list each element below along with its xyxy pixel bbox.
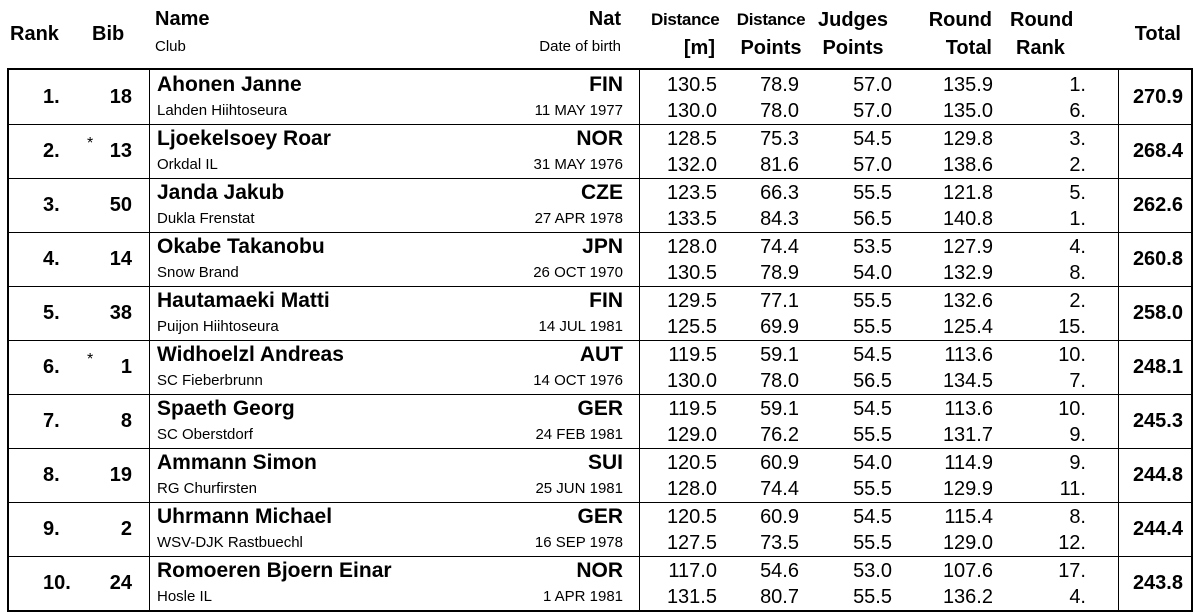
date-of-birth: 25 JUN 1981 (535, 480, 623, 497)
header-distance-points-line2: Points (740, 37, 802, 59)
round2-distance-points: 78.9 (760, 262, 799, 284)
round1-distance: 128.0 (666, 236, 717, 258)
rank-cell: 2. (43, 140, 60, 162)
round2-distance-points: 76.2 (760, 424, 799, 446)
total-points: 268.4 (1132, 140, 1183, 162)
header-round-total-line2: Total (945, 37, 992, 59)
round1-judges-points: 53.5 (853, 236, 892, 258)
header-round-rank-line1: Round (1010, 9, 1074, 31)
round1-round-total: 121.8 (942, 182, 993, 204)
round1-distance-points: 66.3 (760, 182, 799, 204)
nation-code: NOR (576, 127, 623, 150)
date-of-birth: 11 MAY 1977 (534, 102, 623, 119)
round1-round-rank: 2. (1069, 290, 1086, 312)
table-row (9, 70, 1191, 125)
round1-distance: 129.5 (666, 290, 717, 312)
round1-judges-points: 54.5 (853, 128, 892, 150)
club-name: WSV-DJK Rastbuechl (157, 534, 303, 551)
bib-cell: 24 (109, 572, 132, 594)
round1-distance-points: 74.4 (760, 236, 799, 258)
round2-round-rank: 15. (1058, 316, 1086, 338)
round1-distance-points: 60.9 (760, 452, 799, 474)
round1-judges-points: 54.5 (853, 506, 892, 528)
round1-distance-points: 77.1 (760, 290, 799, 312)
table-row (9, 178, 1191, 233)
club-name: Puijon Hiihtoseura (157, 318, 279, 335)
athlete-name: Romoeren Bjoern Einar (157, 559, 392, 582)
round1-distance-points: 75.3 (760, 128, 799, 150)
rank-cell: 4. (43, 248, 60, 270)
round2-distance-points: 69.9 (760, 316, 799, 338)
round2-judges-points: 56.5 (853, 370, 892, 392)
bib-cell: 38 (109, 302, 132, 324)
round1-distance-points: 54.6 (760, 560, 799, 582)
total-points: 248.1 (1132, 356, 1183, 378)
date-of-birth: 14 OCT 1976 (533, 372, 623, 389)
bib-cell: 50 (109, 194, 132, 216)
round2-round-rank: 4. (1069, 586, 1086, 608)
results-table (7, 68, 1193, 612)
round1-distance: 120.5 (666, 506, 717, 528)
round2-distance: 129.0 (666, 424, 717, 446)
round1-distance: 130.5 (666, 74, 717, 96)
round1-judges-points: 57.0 (853, 74, 892, 96)
table-row (9, 502, 1191, 557)
round1-round-total: 113.6 (944, 398, 993, 420)
table-row (9, 124, 1191, 179)
round1-round-rank: 17. (1058, 560, 1086, 582)
round2-round-total: 135.0 (942, 100, 993, 122)
header-club: Club (155, 38, 186, 55)
rank-cell: 1. (43, 86, 60, 108)
total-points: 258.0 (1132, 302, 1183, 324)
rank-cell: 3. (43, 194, 60, 216)
round2-judges-points: 55.5 (853, 586, 892, 608)
athlete-name: Okabe Takanobu (157, 235, 325, 258)
round2-distance-points: 74.4 (760, 478, 799, 500)
nation-code: JPN (582, 235, 623, 258)
table-header (0, 0, 1200, 64)
date-of-birth: 26 OCT 1970 (533, 264, 623, 281)
round1-round-total: 114.9 (944, 452, 993, 474)
table-row (9, 286, 1191, 341)
nation-code: CZE (581, 181, 623, 204)
round2-distance-points: 78.0 (760, 370, 799, 392)
date-of-birth: 27 APR 1978 (534, 210, 623, 227)
round2-round-rank: 11. (1059, 478, 1086, 500)
round2-distance: 130.0 (666, 370, 717, 392)
round2-round-rank: 7. (1069, 370, 1086, 392)
club-name: Snow Brand (157, 264, 239, 281)
round2-judges-points: 57.0 (853, 154, 892, 176)
club-name: SC Fieberbrunn (157, 372, 263, 389)
athlete-name: Ljoekelsoey Roar (157, 127, 331, 150)
rank-cell: 7. (43, 410, 60, 432)
round1-distance: 120.5 (666, 452, 717, 474)
round1-distance-points: 60.9 (760, 506, 799, 528)
round2-distance-points: 80.7 (760, 586, 799, 608)
round1-round-rank: 9. (1069, 452, 1086, 474)
club-name: SC Oberstdorf (157, 426, 253, 443)
table-row (9, 232, 1191, 287)
total-points: 270.9 (1132, 86, 1183, 108)
round2-judges-points: 55.5 (853, 424, 892, 446)
round2-round-rank: 9. (1069, 424, 1086, 446)
header-round-total-line1: Round (928, 9, 992, 31)
round2-judges-points: 57.0 (853, 100, 892, 122)
athlete-name: Widhoelzl Andreas (157, 343, 344, 366)
round2-judges-points: 56.5 (853, 208, 892, 230)
nation-code: GER (577, 397, 623, 420)
table-row (9, 340, 1191, 395)
bib-cell: 1 (120, 356, 132, 378)
athlete-name: Janda Jakub (157, 181, 285, 204)
round1-distance-points: 59.1 (760, 398, 799, 420)
athlete-name: Ammann Simon (157, 451, 317, 474)
round1-judges-points: 55.5 (853, 290, 892, 312)
round2-judges-points: 55.5 (853, 478, 892, 500)
round1-round-rank: 5. (1069, 182, 1086, 204)
round1-round-total: 107.6 (942, 560, 993, 582)
total-points: 244.8 (1132, 464, 1183, 486)
round1-judges-points: 53.0 (853, 560, 892, 582)
round2-distance-points: 84.3 (760, 208, 799, 230)
round2-judges-points: 55.5 (853, 316, 892, 338)
nation-code: FIN (589, 73, 623, 96)
round2-round-total: 129.9 (942, 478, 993, 500)
round2-distance: 130.5 (666, 262, 717, 284)
header-judges-points-line1: Judges (817, 9, 889, 31)
round2-round-total: 132.9 (942, 262, 993, 284)
rank-cell: 10. (43, 572, 71, 594)
star-marker: * (87, 135, 94, 152)
date-of-birth: 31 MAY 1976 (533, 156, 623, 173)
star-marker: * (87, 351, 94, 368)
header-nat: Nat (588, 8, 621, 30)
round1-round-total: 127.9 (942, 236, 993, 258)
round2-distance: 132.0 (666, 154, 717, 176)
round2-round-total: 134.5 (942, 370, 993, 392)
bib-cell: 14 (109, 248, 132, 270)
round1-judges-points: 54.5 (853, 398, 892, 420)
header-distance-unit: [m] (683, 37, 715, 59)
athlete-name: Ahonen Janne (157, 73, 302, 96)
round2-judges-points: 55.5 (853, 532, 892, 554)
club-name: RG Churfirsten (157, 480, 258, 497)
club-name: Dukla Frenstat (157, 210, 255, 227)
round2-round-rank: 12. (1058, 532, 1086, 554)
round2-distance-points: 73.5 (760, 532, 799, 554)
rank-cell: 5. (43, 302, 60, 324)
round1-round-rank: 4. (1069, 236, 1086, 258)
bib-cell: 8 (120, 410, 132, 432)
round2-distance-points: 81.6 (760, 154, 799, 176)
rank-cell: 8. (43, 464, 60, 486)
header-round-rank-line2: Rank (1016, 37, 1065, 59)
round2-judges-points: 54.0 (853, 262, 892, 284)
header-name: Name (155, 8, 210, 30)
nation-code: NOR (576, 559, 623, 582)
athlete-name: Spaeth Georg (157, 397, 295, 420)
header-total: Total (1134, 23, 1181, 45)
round1-round-rank: 10. (1058, 398, 1086, 420)
header-rank: Rank (10, 23, 59, 45)
round2-round-rank: 8. (1069, 262, 1086, 284)
athlete-name: Uhrmann Michael (157, 505, 333, 528)
bib-cell: 2 (120, 518, 132, 540)
round1-distance: 119.5 (668, 344, 717, 366)
nation-code: FIN (589, 289, 623, 312)
table-row (9, 394, 1191, 449)
round1-round-total: 135.9 (942, 74, 993, 96)
round1-distance: 123.5 (666, 182, 717, 204)
round2-round-total: 131.7 (942, 424, 993, 446)
date-of-birth: 14 JUL 1981 (538, 318, 623, 335)
round2-round-total: 140.8 (942, 208, 993, 230)
round1-distance-points: 59.1 (760, 344, 799, 366)
round2-round-total: 138.6 (942, 154, 993, 176)
rank-cell: 6. (43, 356, 60, 378)
athlete-name: Hautamaeki Matti (157, 289, 330, 312)
bib-cell: 19 (109, 464, 132, 486)
date-of-birth: 24 FEB 1981 (535, 426, 623, 443)
round1-distance: 128.5 (666, 128, 717, 150)
round2-distance: 125.5 (666, 316, 717, 338)
nation-code: AUT (579, 343, 623, 366)
round1-round-total: 113.6 (944, 344, 993, 366)
total-points: 244.4 (1132, 518, 1183, 540)
round1-round-total: 129.8 (942, 128, 993, 150)
round1-distance-points: 78.9 (760, 74, 799, 96)
date-of-birth: 16 SEP 1978 (534, 534, 623, 551)
round1-judges-points: 54.0 (853, 452, 892, 474)
round1-distance: 119.5 (668, 398, 717, 420)
round1-round-total: 115.4 (944, 506, 993, 528)
round2-round-rank: 2. (1069, 154, 1086, 176)
total-points: 243.8 (1132, 572, 1183, 594)
header-judges-points-line2: Points (822, 37, 884, 59)
round1-round-rank: 3. (1069, 128, 1086, 150)
club-name: Lahden Hiihtoseura (157, 102, 288, 119)
round2-round-rank: 6. (1069, 100, 1086, 122)
club-name: Hosle IL (157, 588, 213, 605)
total-points: 262.6 (1132, 194, 1183, 216)
table-row (9, 556, 1191, 610)
round1-judges-points: 54.5 (853, 344, 892, 366)
date-of-birth: 1 APR 1981 (542, 588, 623, 605)
round1-judges-points: 55.5 (853, 182, 892, 204)
round2-round-rank: 1. (1069, 208, 1086, 230)
round2-distance: 131.5 (666, 586, 717, 608)
round1-round-rank: 8. (1069, 506, 1086, 528)
header-distance-points-line1: Distance (736, 10, 806, 29)
round1-round-total: 132.6 (942, 290, 993, 312)
bib-cell: 13 (109, 140, 132, 162)
header-date-of-birth: Date of birth (539, 38, 621, 55)
round2-distance: 128.0 (666, 478, 717, 500)
round2-round-total: 125.4 (942, 316, 993, 338)
round2-distance: 133.5 (666, 208, 717, 230)
club-name: Orkdal IL (157, 156, 218, 173)
total-points: 260.8 (1132, 248, 1183, 270)
round2-distance: 127.5 (666, 532, 717, 554)
round2-round-total: 136.2 (942, 586, 993, 608)
nation-code: GER (577, 505, 623, 528)
bib-cell: 18 (109, 86, 132, 108)
round2-round-total: 129.0 (942, 532, 993, 554)
round1-distance: 117.0 (668, 560, 717, 582)
total-points: 245.3 (1132, 410, 1183, 432)
round2-distance: 130.0 (666, 100, 717, 122)
table-row (9, 448, 1191, 503)
header-bib: Bib (92, 23, 125, 45)
rank-cell: 9. (43, 518, 60, 540)
round2-distance-points: 78.0 (760, 100, 799, 122)
nation-code: SUI (587, 451, 623, 474)
header-distance: Distance (651, 10, 720, 29)
round1-round-rank: 10. (1058, 344, 1086, 366)
round1-round-rank: 1. (1069, 74, 1086, 96)
